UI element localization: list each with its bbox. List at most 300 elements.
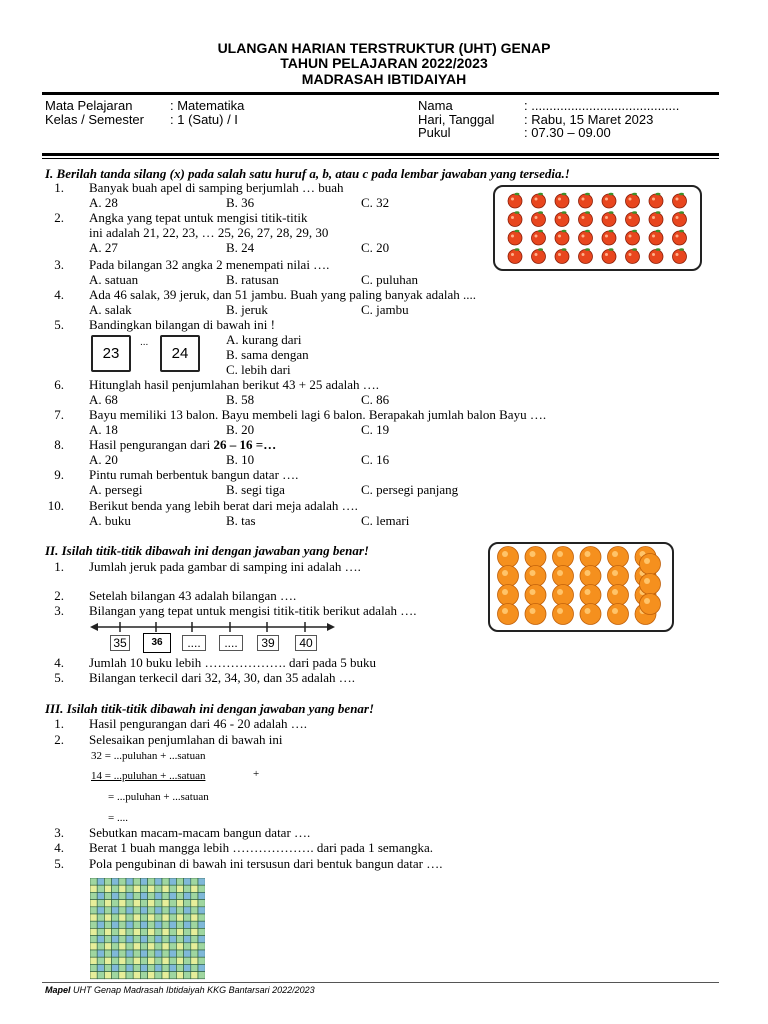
tile bbox=[191, 936, 198, 943]
tile-pattern-svg bbox=[90, 878, 205, 980]
tile bbox=[140, 950, 147, 957]
question-text: Bayu memiliki 13 balon. Bayu membeli lagi 6 balon. Berapakah jumlah balon Bayu …. bbox=[89, 407, 547, 422]
tile bbox=[169, 943, 176, 950]
tile bbox=[162, 936, 169, 943]
tile bbox=[112, 943, 119, 950]
orange-icon bbox=[608, 585, 629, 606]
s2-q4-number: 4. bbox=[54, 655, 64, 670]
number-line-arrow-left bbox=[90, 623, 98, 631]
tile bbox=[97, 928, 104, 935]
tile bbox=[126, 885, 133, 892]
apple-icon bbox=[532, 211, 546, 226]
question-text: Ada 46 salak, 39 jeruk, dan 51 jambu. Buah yang paling banyak adalah .... bbox=[89, 287, 477, 302]
question-text: Bandingkan bilangan di bawah ini ! bbox=[89, 317, 275, 332]
tile bbox=[97, 885, 104, 892]
tile bbox=[104, 900, 111, 907]
question-text: Angka yang tepat untuk mengisi titik-titik bbox=[89, 210, 308, 225]
tile bbox=[148, 950, 155, 957]
s2-q2-number: 2. bbox=[54, 588, 64, 603]
footer-rule bbox=[42, 982, 719, 983]
apple-icon bbox=[508, 193, 522, 208]
tile bbox=[191, 900, 198, 907]
tile bbox=[176, 878, 183, 885]
tile bbox=[148, 964, 155, 971]
tile bbox=[119, 900, 126, 907]
header-rule-bottom bbox=[42, 153, 719, 156]
tile bbox=[126, 878, 133, 885]
tile bbox=[140, 964, 147, 971]
tile bbox=[112, 892, 119, 899]
tile bbox=[198, 907, 205, 914]
option-a: A. 18 bbox=[89, 422, 118, 437]
oranges-image bbox=[488, 542, 674, 632]
tile bbox=[133, 943, 140, 950]
oranges-svg bbox=[490, 544, 672, 630]
tile bbox=[169, 914, 176, 921]
orange-icon bbox=[525, 566, 546, 587]
tile bbox=[184, 878, 191, 885]
tile bbox=[119, 950, 126, 957]
option-c: C. 32 bbox=[361, 195, 390, 210]
option-a: A. 27 bbox=[89, 240, 118, 255]
apple-icon bbox=[602, 248, 616, 263]
apple-icon bbox=[555, 211, 569, 226]
work-line-3: = ...puluhan + ...satuan bbox=[108, 791, 209, 803]
question-text: Pada bilangan 32 angka 2 menempati nilai …. bbox=[89, 257, 330, 272]
question-text: Berikut benda yang lebih berat dari meja adalah …. bbox=[89, 498, 358, 513]
option-b: B. 36 bbox=[226, 195, 255, 210]
tile bbox=[169, 936, 176, 943]
tile bbox=[155, 921, 162, 928]
tile bbox=[90, 914, 97, 921]
tile bbox=[155, 936, 162, 943]
tile bbox=[198, 921, 205, 928]
tile bbox=[191, 943, 198, 950]
tile bbox=[184, 885, 191, 892]
question-number: 1. bbox=[54, 180, 64, 195]
tile bbox=[184, 907, 191, 914]
tile bbox=[176, 914, 183, 921]
tile bbox=[198, 885, 205, 892]
tile bbox=[97, 943, 104, 950]
s3-q3-number: 3. bbox=[54, 825, 64, 840]
tile bbox=[176, 936, 183, 943]
option-b: B. tas bbox=[226, 513, 256, 528]
tile bbox=[155, 878, 162, 885]
tile bbox=[126, 928, 133, 935]
tile bbox=[104, 885, 111, 892]
orange-icon bbox=[640, 554, 661, 575]
tile bbox=[126, 936, 133, 943]
tile bbox=[126, 957, 133, 964]
tile bbox=[155, 900, 162, 907]
tile bbox=[97, 878, 104, 885]
section2-title: II. Isilah titik-titik dibawah ini dengan jawaban yang benar! bbox=[45, 543, 369, 558]
tile bbox=[119, 878, 126, 885]
tile bbox=[198, 900, 205, 907]
number-line-value: 39 bbox=[257, 635, 279, 651]
tile bbox=[169, 964, 176, 971]
tile bbox=[176, 957, 183, 964]
section3-title: III. Isilah titik-titik dibawah ini dengan jawaban yang benar! bbox=[45, 701, 375, 716]
tile bbox=[140, 892, 147, 899]
tile bbox=[119, 885, 126, 892]
orange-icon bbox=[580, 604, 601, 625]
tile bbox=[191, 885, 198, 892]
tile bbox=[140, 943, 147, 950]
tile bbox=[119, 943, 126, 950]
tile bbox=[184, 928, 191, 935]
option-a: A. 68 bbox=[89, 392, 118, 407]
tile bbox=[169, 907, 176, 914]
tile bbox=[126, 921, 133, 928]
s3-q5-text: Pola pengubinan di bawah ini tersusun dari bentuk bangun datar …. bbox=[89, 856, 443, 871]
s3-q4-text: Berat 1 buah mangga lebih ………………. dari pada 1 semangka. bbox=[89, 840, 434, 855]
option-a: A. buku bbox=[89, 513, 131, 528]
question-text: Pintu rumah berbentuk bangun datar …. bbox=[89, 467, 299, 482]
tile bbox=[104, 892, 111, 899]
tile bbox=[133, 900, 140, 907]
apples-image bbox=[493, 185, 702, 271]
tile bbox=[169, 900, 176, 907]
tile bbox=[148, 892, 155, 899]
tile bbox=[97, 957, 104, 964]
apple-icon bbox=[508, 211, 522, 226]
tile bbox=[112, 928, 119, 935]
orange-icon bbox=[498, 566, 519, 587]
apple-icon bbox=[532, 230, 546, 245]
tile bbox=[176, 921, 183, 928]
tile bbox=[90, 892, 97, 899]
work-line-1: 32 = ...puluhan + ...satuan bbox=[91, 750, 206, 762]
tile bbox=[148, 943, 155, 950]
tile bbox=[112, 964, 119, 971]
tile bbox=[191, 928, 198, 935]
apple-icon bbox=[579, 230, 593, 245]
tile bbox=[140, 914, 147, 921]
tile bbox=[176, 907, 183, 914]
tile bbox=[198, 936, 205, 943]
tile bbox=[184, 964, 191, 971]
tile bbox=[198, 964, 205, 971]
tile bbox=[176, 928, 183, 935]
tile bbox=[90, 878, 97, 885]
tile bbox=[104, 972, 111, 979]
tile bbox=[148, 885, 155, 892]
s2-q3-text: Bilangan yang tepat untuk mengisi titik-titik berikut adalah …. bbox=[89, 603, 417, 618]
tile bbox=[162, 950, 169, 957]
tile bbox=[191, 921, 198, 928]
tile bbox=[119, 936, 126, 943]
tile bbox=[126, 950, 133, 957]
info-value-name[interactable]: : ......................................... bbox=[524, 98, 680, 113]
orange-icon bbox=[498, 585, 519, 606]
apple-icon bbox=[555, 248, 569, 263]
info-value-time: : 07.30 – 09.00 bbox=[524, 125, 611, 140]
tile bbox=[97, 907, 104, 914]
tile bbox=[191, 950, 198, 957]
tile bbox=[126, 943, 133, 950]
tile bbox=[126, 900, 133, 907]
tile bbox=[97, 950, 104, 957]
s3-q5-number: 5. bbox=[54, 856, 64, 871]
tile bbox=[112, 936, 119, 943]
tile bbox=[133, 907, 140, 914]
s3-q2-text: Selesaikan penjumlahan di bawah ini bbox=[89, 732, 283, 747]
orange-icon bbox=[498, 604, 519, 625]
info-label-subject: Mata Pelajaran bbox=[45, 98, 133, 113]
option-b: B. 24 bbox=[226, 240, 255, 255]
info-value-class: : 1 (Satu) / I bbox=[170, 112, 238, 127]
tile bbox=[90, 907, 97, 914]
tile bbox=[191, 878, 198, 885]
tile bbox=[148, 907, 155, 914]
apple-icon bbox=[532, 193, 546, 208]
option-c: C. 86 bbox=[361, 392, 390, 407]
tile bbox=[191, 914, 198, 921]
tile bbox=[155, 928, 162, 935]
option-c: C. 20 bbox=[361, 240, 390, 255]
tile bbox=[198, 878, 205, 885]
number-line-blank[interactable]: .... bbox=[219, 635, 243, 651]
tile bbox=[140, 957, 147, 964]
info-label-date: Hari, Tanggal bbox=[418, 112, 495, 127]
tile bbox=[97, 936, 104, 943]
tile bbox=[191, 907, 198, 914]
tile bbox=[104, 907, 111, 914]
option-c: C. 16 bbox=[361, 452, 390, 467]
work-line-2: 14 = ...puluhan + ...satuan bbox=[91, 770, 206, 782]
apple-icon bbox=[649, 211, 663, 226]
s2-q3-number: 3. bbox=[54, 603, 64, 618]
option-a: A. salak bbox=[89, 302, 132, 317]
orange-icon bbox=[608, 604, 629, 625]
tile bbox=[162, 878, 169, 885]
tile bbox=[126, 972, 133, 979]
tile bbox=[140, 900, 147, 907]
option-c: C. lemari bbox=[361, 513, 410, 528]
tile bbox=[162, 907, 169, 914]
tile bbox=[155, 957, 162, 964]
tile bbox=[133, 878, 140, 885]
tile bbox=[162, 964, 169, 971]
apple-icon bbox=[649, 230, 663, 245]
section1-title: I. Berilah tanda silang (x) pada salah satu huruf a, b, atau c pada lembar jawaban yang tersedia.! bbox=[45, 166, 570, 181]
tile bbox=[90, 950, 97, 957]
apples-svg bbox=[495, 187, 700, 269]
tile bbox=[97, 921, 104, 928]
info-value-subject: : Matematika bbox=[170, 98, 245, 113]
tile bbox=[112, 972, 119, 979]
apple-icon bbox=[602, 211, 616, 226]
option-c: C. lebih dari bbox=[226, 362, 291, 377]
tile bbox=[155, 892, 162, 899]
apple-icon bbox=[555, 230, 569, 245]
option-b: B. segi tiga bbox=[226, 482, 285, 497]
info-label-time: Pukul bbox=[418, 125, 451, 140]
tile bbox=[169, 928, 176, 935]
s3-q4-number: 4. bbox=[54, 840, 64, 855]
tile bbox=[198, 914, 205, 921]
tile bbox=[162, 943, 169, 950]
tile bbox=[133, 892, 140, 899]
apple-icon bbox=[673, 248, 687, 263]
apple-icon bbox=[626, 211, 640, 226]
tile bbox=[133, 950, 140, 957]
question-text-bold: 26 – 16 =… bbox=[213, 437, 277, 452]
orange-icon bbox=[525, 585, 546, 606]
tile bbox=[169, 950, 176, 957]
apple-icon bbox=[602, 230, 616, 245]
tile bbox=[162, 900, 169, 907]
apple-icon bbox=[626, 193, 640, 208]
s3-q1-text: Hasil pengurangan dari 46 - 20 adalah …. bbox=[89, 716, 308, 731]
question-text: Banyak buah apel di samping berjumlah … buah bbox=[89, 180, 344, 195]
header-rule-thin bbox=[42, 158, 719, 159]
tile bbox=[104, 964, 111, 971]
option-b: B. sama dengan bbox=[226, 347, 309, 362]
question-number: 10. bbox=[47, 498, 64, 513]
info-label-class: Kelas / Semester bbox=[45, 112, 144, 127]
orange-icon bbox=[525, 604, 546, 625]
tile bbox=[148, 900, 155, 907]
number-line-blank[interactable]: .... bbox=[182, 635, 206, 651]
tile bbox=[191, 972, 198, 979]
tile bbox=[148, 921, 155, 928]
tile bbox=[97, 892, 104, 899]
orange-icon bbox=[608, 566, 629, 587]
tile bbox=[184, 936, 191, 943]
s2-q5-text: Bilangan terkecil dari 32, 34, 30, dan 35 adalah …. bbox=[89, 670, 356, 685]
tile bbox=[162, 885, 169, 892]
tile-pattern-image bbox=[90, 878, 205, 980]
tile bbox=[104, 928, 111, 935]
s3-q2-number: 2. bbox=[54, 732, 64, 747]
tile bbox=[198, 950, 205, 957]
tile bbox=[119, 928, 126, 935]
work-line-4: = .... bbox=[108, 812, 128, 824]
tile bbox=[119, 914, 126, 921]
tile bbox=[176, 943, 183, 950]
apple-icon bbox=[555, 193, 569, 208]
apple-icon bbox=[673, 230, 687, 245]
tile bbox=[112, 914, 119, 921]
question-text: Hitunglah hasil penjumlahan berikut 43 + 25 adalah …. bbox=[89, 377, 380, 392]
tile bbox=[176, 900, 183, 907]
tile bbox=[112, 921, 119, 928]
tile bbox=[191, 957, 198, 964]
tile bbox=[198, 957, 205, 964]
s2-q4-text: Jumlah 10 buku lebih ………………. dari pada 5 buku bbox=[89, 655, 377, 670]
apple-icon bbox=[579, 211, 593, 226]
tile bbox=[112, 900, 119, 907]
tile bbox=[148, 914, 155, 921]
s2-q1-number: 1. bbox=[54, 559, 64, 574]
apple-icon bbox=[626, 230, 640, 245]
tile bbox=[148, 878, 155, 885]
option-c: C. persegi panjang bbox=[361, 482, 459, 497]
tile bbox=[119, 921, 126, 928]
tile bbox=[97, 900, 104, 907]
header-rule-top bbox=[42, 92, 719, 95]
s3-q1-number: 1. bbox=[54, 716, 64, 731]
tile bbox=[184, 950, 191, 957]
tile bbox=[133, 964, 140, 971]
orange-icon bbox=[580, 566, 601, 587]
tile bbox=[169, 921, 176, 928]
info-label-name: Nama bbox=[418, 98, 453, 113]
tile bbox=[140, 885, 147, 892]
tile bbox=[104, 943, 111, 950]
tile bbox=[176, 950, 183, 957]
tile bbox=[148, 972, 155, 979]
compare-box-right: 24 bbox=[160, 335, 200, 372]
option-c: C. jambu bbox=[361, 302, 409, 317]
orange-icon bbox=[640, 594, 661, 615]
tile bbox=[184, 914, 191, 921]
s2-q1-text: Jumlah jeruk pada gambar di samping ini adalah …. bbox=[89, 559, 361, 574]
option-c: C. 19 bbox=[361, 422, 390, 437]
tile bbox=[155, 972, 162, 979]
tile bbox=[104, 878, 111, 885]
tile bbox=[133, 885, 140, 892]
question-number: 8. bbox=[54, 437, 64, 452]
tile bbox=[198, 943, 205, 950]
s2-q2-text: Setelah bilangan 43 adalah bilangan …. bbox=[89, 588, 297, 603]
footer-rest: UHT Genap Madrasah Ibtidaiyah KKG Bantarsari 2022/2023 bbox=[70, 985, 315, 995]
orange-icon bbox=[553, 547, 574, 568]
tile bbox=[184, 972, 191, 979]
tile bbox=[90, 885, 97, 892]
footer-bold: Mapel bbox=[45, 985, 71, 995]
question-number: 6. bbox=[54, 377, 64, 392]
question-number: 5. bbox=[54, 317, 64, 332]
option-b: B. 20 bbox=[226, 422, 255, 437]
compare-box-left: 23 bbox=[91, 335, 131, 372]
tile bbox=[90, 964, 97, 971]
tile bbox=[119, 964, 126, 971]
tile bbox=[119, 907, 126, 914]
orange-icon bbox=[498, 547, 519, 568]
orange-icon bbox=[580, 585, 601, 606]
tile bbox=[104, 957, 111, 964]
tile bbox=[97, 914, 104, 921]
apple-icon bbox=[602, 193, 616, 208]
question-number: 4. bbox=[54, 287, 64, 302]
tile bbox=[169, 878, 176, 885]
orange-icon bbox=[553, 604, 574, 625]
number-line-arrow-right bbox=[327, 623, 335, 631]
tile bbox=[140, 936, 147, 943]
tile bbox=[176, 972, 183, 979]
apple-icon bbox=[508, 230, 522, 245]
tile bbox=[148, 928, 155, 935]
orange-icon bbox=[553, 566, 574, 587]
tile bbox=[90, 900, 97, 907]
tile bbox=[155, 907, 162, 914]
question-number: 7. bbox=[54, 407, 64, 422]
tile bbox=[140, 928, 147, 935]
option-b: B. 10 bbox=[226, 452, 255, 467]
tile bbox=[176, 964, 183, 971]
number-line-value: 35 bbox=[110, 635, 130, 651]
orange-icon bbox=[640, 574, 661, 595]
tile bbox=[90, 972, 97, 979]
question-number: 9. bbox=[54, 467, 64, 482]
tile bbox=[191, 892, 198, 899]
apple-icon bbox=[579, 193, 593, 208]
tile bbox=[162, 921, 169, 928]
